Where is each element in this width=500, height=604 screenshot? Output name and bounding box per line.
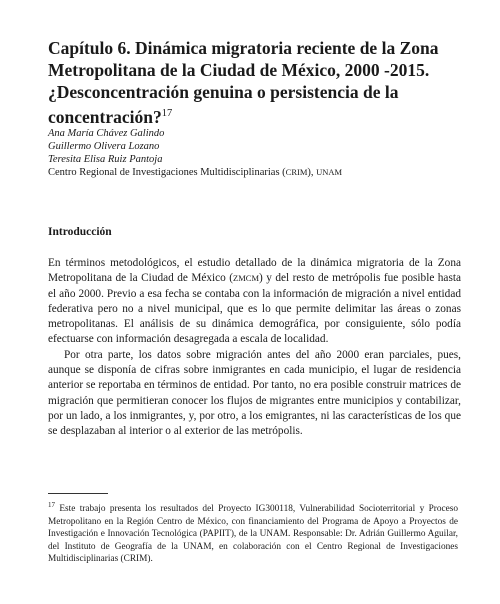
author-name: Teresita Elisa Ruiz Pantoja — [48, 154, 163, 165]
paragraph: Por otra parte, los datos sobre migración antes del año 2000 eran parciales, pues, aunque se disponía de cifras sobre inmigrantes en cada municipio, el lugar de residencia anterior se reportaba en términos de entidad. Por tanto, no era posible construir matrices de migración que permitieran conocer los flujos de migrantes entre municipios y contabilizar, por un lado, a los inmigrantes, y, por otro, a los emigrantes, ni las características de los que se desplazaban al interior o al exterior de las metrópolis. — [48, 348, 461, 438]
body-text — [48, 256, 461, 440]
institution-name: Centro Regional de Investigaciones Multidisciplinarias ( — [48, 167, 286, 178]
footnote-divider — [48, 493, 108, 494]
author-name: Ana María Chávez Galindo — [48, 128, 165, 139]
footnote-text: Este trabajo presenta los resultados del Proyecto IG300118, Vulnerabilidad Socioterritorial y Proceso Metropolitano en la Región Centro de México, con financiamiento del Programa de Apoyo a Proyectos de Investigación e Innovación Tecnológica (PAPIIT), de la UNAM. Responsable: Dr. Adrián Guillermo Aguilar, del Instituto de Geografía de la UNAM, en colaboración con el Centro Regional de Investigaciones Multidisciplinarias (CRIM). — [48, 504, 459, 565]
paragraph-text: En términos metodológicos, el estudio detallado de la dinámica migratoria de la Zona Metropolitana de la Ciudad de México ( — [48, 257, 461, 285]
footnote — [48, 499, 458, 566]
footnote-reference[interactable]: 17 — [161, 108, 173, 119]
paragraph — [48, 256, 461, 348]
chapter-title-text: Capítulo 6. Dinámica migratoria reciente de la Zona Metropolitana de la Ciudad de México, 2000 -2015. ¿Desconcentración genuina o persistencia de la concentración? — [48, 38, 439, 127]
paragraph-text: ) y del resto de metrópolis fue posible hasta el año 2000. Previo a esa fecha se contaba con la información de migración a nivel entidad federativa pero no a nivel municipal, que es lo que permite delimitar las áreas o zonas metropolitanas. El análisis de su dinámica demográfica, por consiguiente, sólo podía efectuarse con información desagregada a escala de localidad. — [48, 272, 461, 346]
author-name: Guillermo Olivera Lozano — [48, 141, 160, 152]
author-institution — [48, 166, 342, 179]
footnote-number: 17 — [48, 501, 55, 509]
chapter-title — [48, 37, 468, 128]
institution-abbr: CRIM — [285, 167, 308, 177]
university-abbr: UNAM — [316, 167, 343, 177]
institution-separator: ), — [307, 167, 317, 178]
zmcm-abbr: ZMCM — [233, 273, 260, 284]
section-heading: Introducción — [48, 226, 112, 238]
author-block — [48, 127, 342, 179]
